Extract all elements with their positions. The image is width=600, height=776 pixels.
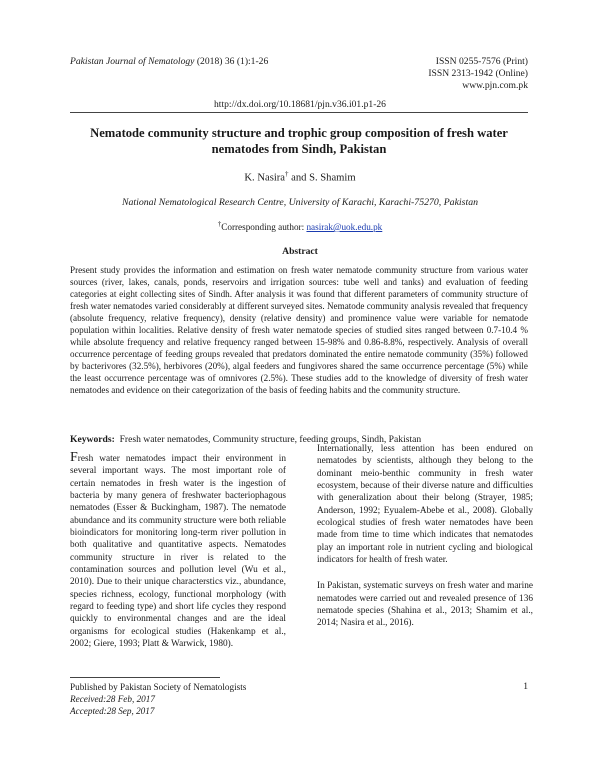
body-column-left [70,446,286,651]
corresponding-mark: † [285,170,289,178]
affiliation: National Nematological Research Centre, University of Karachi, Karachi-75270, Pakistan [121,197,478,208]
issn-print: ISSN 0255-7576 (Print) [435,56,528,67]
corr-label: Corresponding author: [221,222,307,233]
right-paragraph-2: In Pakistan, systematic surveys on fresh water and marine nematodes were carried out and revealed presence of 136 nematode species (Shahina et al., 2013; Shamim et al., 2014; Nasira et al., 2016). [317,581,533,629]
doi-link[interactable]: http://dx.doi.org/10.18681/pjn.v36.i01.p1-26 [214,99,386,110]
abstract-heading: Abstract [282,246,318,257]
footer [70,681,246,717]
keywords-list: Fresh water nematodes, Community structure, feeding groups, Sindh, Pakistan [119,434,422,445]
intro-paragraph: resh water nematodes impact their environment in several important ways. The most important role of certain nematodes in fresh water is the ingestion of bacteria by many genera of freshwater bacteriophagous nematodes (Esser & Buckingham, 1987). The nematode abundance and its community structure were both reliable bioindicators for monitoring long-term river pollution in both qualitative and quantitative aspects. Nematodes community structure in river is related to the contamination sources and pollution level (Wu et al., 2010). Due to their unique characterstics viz., abundance, species richness, ecology, functional morphology (with regard to feeding type) and short life cycles they respond quickly to environmental changes and are the ideal organisms for ecological studies (Hakenkamp et al., 2002; Giere, 1993; Platt & Warwick, 1980). [70,454,286,650]
corr-mark: † [217,220,222,228]
keywords-label: Keywords: [70,434,115,445]
received-date: Received:28 Feb, 2017 [70,694,155,704]
issn-online: ISSN 2313-1942 (Online) [428,68,528,79]
right-paragraph-1: Internationally, less attention has been endured on nematodes by scientists, although they belong to the dominant meio-benthic community in fresh water ecosystem, because of their diverse nature and difficulties with generalization about their belong (Strayer, 1985; Anderson, 1992; Eyualem-Abebe et al., 2008). Globally ecological studies of fresh water nematodes have been made from time to time which indicates that nematodes play an important role in nutrient cycling and biological indicators for health of fresh water. [317,444,533,566]
issn-block [328,56,528,92]
journal-name: Pakistan Journal of Nematology [70,56,195,67]
author-nasira: K. Nasira [244,172,285,184]
abstract-text: Present study provides the information and estimation on fresh water nematode community structure from various water sources (river, lakes, canals, ponds, reservoirs and irrigation sources: tube well and tanks) and evaluation of feeding categories at eight collecting sites of Sindh. After analysis it was found that different parameters of community structure of fresh water nematodes varied considerably at different surveyed sites. Nematode community analysis revealed that frequency (absolute frequency, relative frequency), density (relative density) and prominence value were variable for nematode population within localities. Relative density of fresh water nematode species of studied sites ranged between 0.7-10.4 % while absolute frequency and relative frequency ranged between 15-98% and 0.86-8.8%, respectively. Analysis of overall occurrence percentage of feeding groups revealed that predators dominated the entire nematode community (35%) followed by bacterivores (32.5%), herbivores (20%), algal feeders and fungivores shared the same occurrence percentage (5%) while the least occurrence percentage was of omnivores (2.5%). These studies add to the knowledge of diversity of fresh water nematodes and evidence on their categorization of the basis of feeding habits and the community structure. [70,265,528,395]
email-link[interactable]: nasirak@uok.edu.pk [306,222,383,233]
body-column-right [317,443,533,630]
paper-title: Nematode community structure and trophic group composition of fresh water nematodes from Sindh, Pakistan [90,126,508,156]
drop-cap: F [70,450,78,465]
publisher: Published by Pakistan Society of Nematologists [70,682,247,692]
footer-rule [70,677,220,678]
corresponding-author [0,220,600,232]
page-number: 1 [523,681,528,692]
authors [0,170,600,184]
journal-citation [70,56,268,67]
citation: (2018) 36 (1):1-26 [196,56,269,67]
header-rule [70,112,528,113]
journal-website[interactable]: www.pjn.com.pk [462,80,528,91]
accepted-date: Accepted:28 Sep, 2017 [70,706,155,716]
author-shamim: and S. Shamim [288,172,356,184]
